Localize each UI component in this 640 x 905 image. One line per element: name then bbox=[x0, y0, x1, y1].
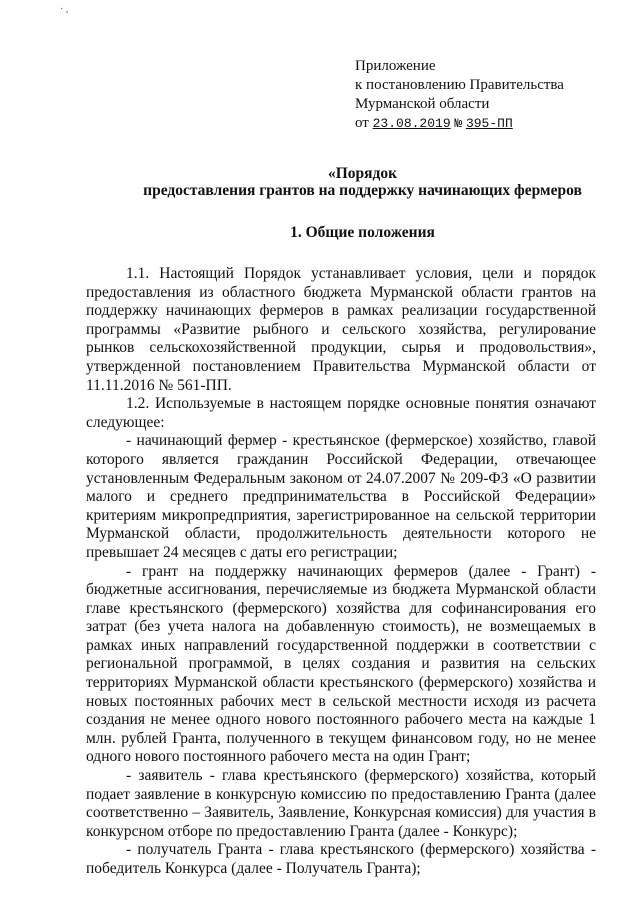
paragraph-1-1: 1.1. Настоящий Порядок устанавливает условия, цели и порядок предоставления из областного бюджета Мурманской области грантов на поддержку начинающих фермеров в рамках реализации государственной программы «Развитие рыбного и сельского хозяйства, регулирование рынков сельскохозяйственной продукции, сырья и продовольствия», утвержденной постановлением Правительства Мурманской области от 11.11.2016 № 561-ПП. bbox=[86, 265, 596, 394]
section-heading: 1. Общие положения bbox=[290, 224, 435, 241]
definition-applicant: - заявитель - глава крестьянского (фермерского) хозяйства, который подает заявление в конкурсную комиссию по предоставлению Гранта (далее соответственно – Заявитель, Заявление, Конкурсная комиссия) для участия в конкурсном отборе по предоставлению Гранта (далее - Конкурс); bbox=[86, 767, 596, 840]
appendix-number: 395-ПП bbox=[465, 116, 513, 131]
appendix-line-3: Мурманской области bbox=[355, 96, 490, 112]
date-prefix: от bbox=[355, 115, 369, 131]
title-line-1: «Порядок bbox=[327, 165, 398, 182]
definition-beginning-farmer: - начинающий фермер - крестьянское (фермерское) хозяйство, главой которого является гражданин Российской Федерации, отвечающее установленным Федеральным законом от 24.07.2007 № 209-ФЗ «О развитии малого и среднего предпринимательства в Российской Федерации» критериям микропредприятия, зарегистрированное на сельской территории Мурманской области, продолжительность деятельности которого не превышает 24 месяцев с даты его регистрации; bbox=[86, 432, 596, 561]
definition-grant: - грант на поддержку начинающих фермеров (далее - Грант) - бюджетные ассигнования, перечисляемые из бюджета Мурманской области главе крестьянского (фермерского) хозяйства для софинансирования его затрат (без учета налога на добавленную стоимость), не возмещаемых в рамках иных направлений государственной поддержки в соответствии с региональной программой, в целях создания и развития на сельских территориях Мурманской области крестьянского (фермерского) хозяйства и новых постоянных рабочих мест в сельской местности исходя из расчета создания не менее одного нового постоянного рабочего места на каждые 1 млн. рублей Гранта, полученного в текущем финансовом году, но не менее одного нового постоянного рабочего места на один Грант; bbox=[86, 562, 596, 766]
paragraph-1-2: 1.2. Используемые в настоящем порядке основные понятия означают следующее: bbox=[86, 395, 596, 431]
appendix-date: 23.08.2019 bbox=[372, 116, 451, 131]
appendix-line-1: Приложение bbox=[355, 58, 436, 74]
scan-corner-marks: · , bbox=[60, 4, 69, 15]
appendix-line-2: к постановлению Правительства bbox=[355, 77, 564, 93]
appendix-block bbox=[355, 57, 564, 133]
number-prefix: № bbox=[454, 116, 463, 131]
definition-grant-recipient: - получатель Гранта - глава крестьянского (фермерского) хозяйства - победитель Конкурса (далее - Получатель Гранта); bbox=[86, 841, 596, 877]
document-body bbox=[86, 265, 596, 879]
appendix-date-line bbox=[355, 114, 564, 133]
title-line-2: предоставления грантов на поддержку начинающих фермеров bbox=[143, 182, 582, 199]
